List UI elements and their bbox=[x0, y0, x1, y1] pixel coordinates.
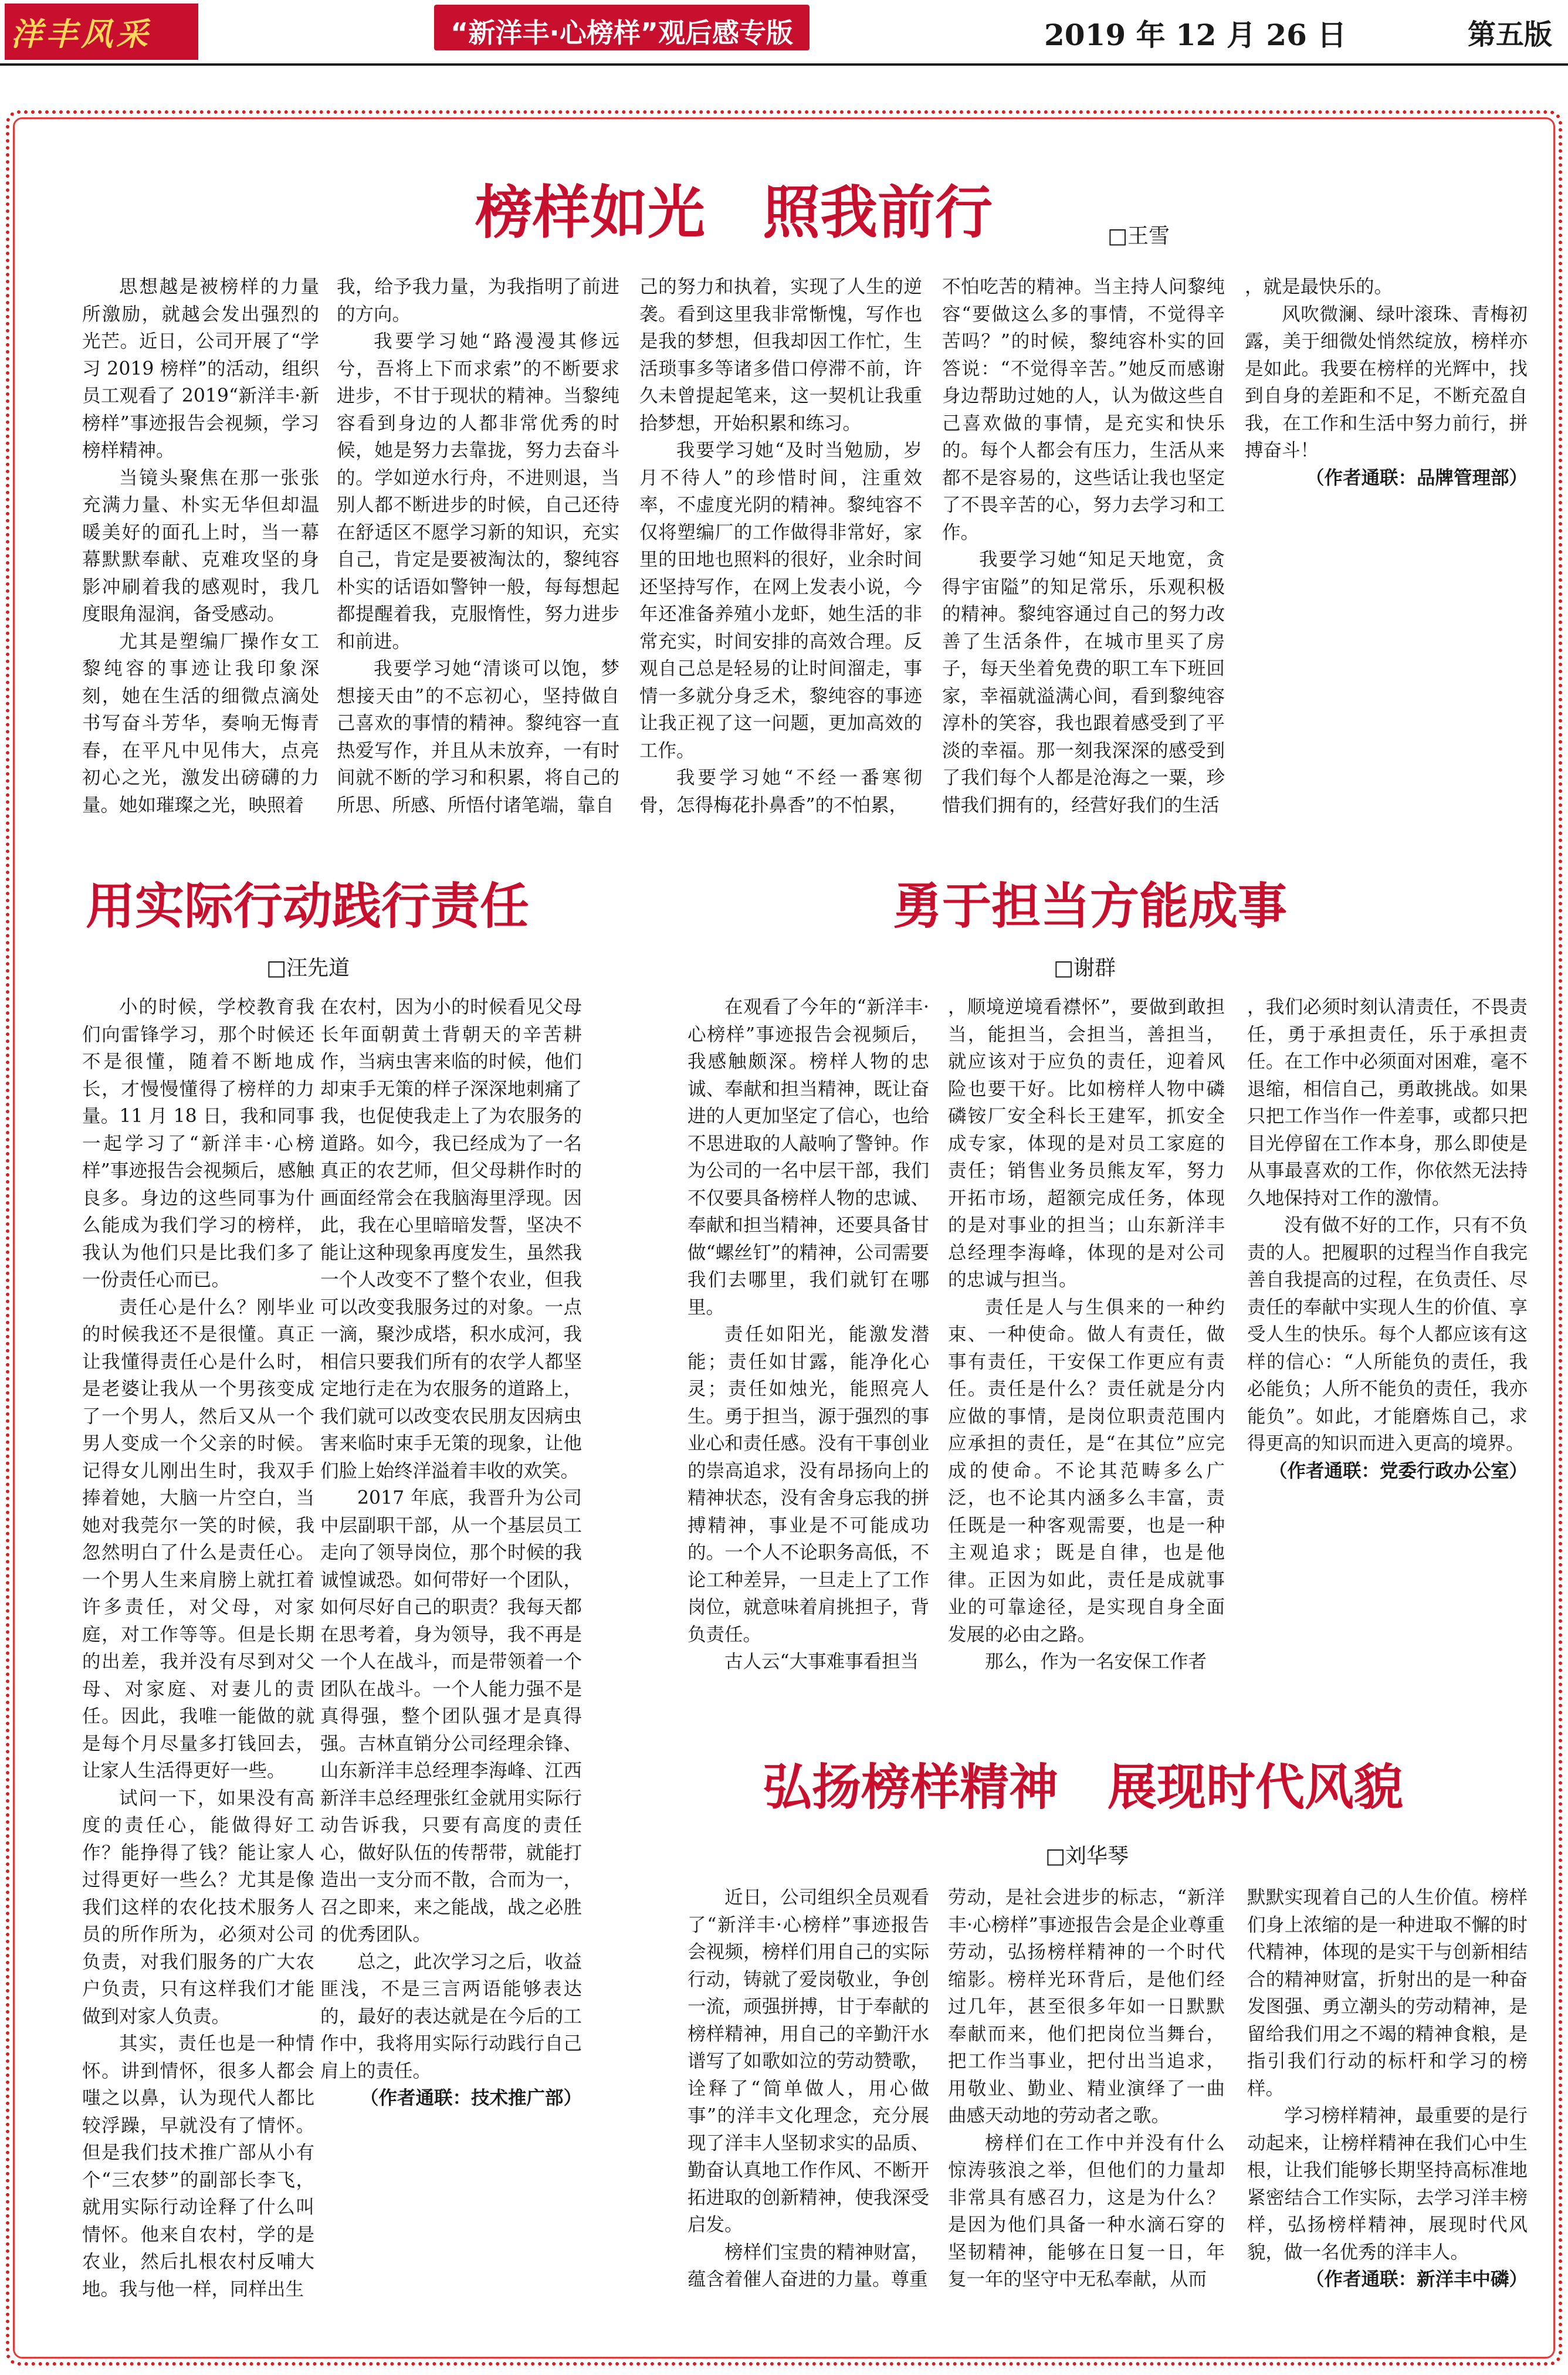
paragraph: 榜样们宝贵的精神财富，蕴含着催人奋进的力量。尊重 bbox=[688, 2241, 929, 2290]
article-2-title: 用实际行动践行责任 bbox=[86, 877, 530, 935]
paragraph: 总之，此次学习之后，收益匪浅，不是三言两语能够表达的，最好的表达就是在今后的工作中，我将用实际行动践行自己肩上的责任。 bbox=[320, 1951, 582, 2082]
paragraph: 学习榜样精神，最重要的是行动起来，让榜样精神在我们心中生根，让我们能够长期坚持高标准地紧密结合工作实际，去学习洋丰榜样，弘扬榜样精神，展现时代风貌，做一名优秀的洋丰人。 bbox=[1247, 2105, 1528, 2263]
paragraph: ，就是最快乐的。 bbox=[1245, 276, 1393, 297]
paragraph: 尤其是塑编厂操作女工黎纯容的事迹让我印象深刻，她在生活的细微点滴处书写奋斗芳华，奏响无悔青春，在平凡中见伟大，点亮初心之光，激发出磅礴的力量。她如璀璨之光，映照着 bbox=[82, 631, 319, 816]
paragraph: 默默实现着自己的人生价值。榜样们身上浓缩的是一种进取不懈的时代精神，体现的是实干与创新相结合的精神财富，折射出的是一种奋发图强、勇立潮头的劳动精神，是留给我们用之不竭的精神食粮，是指引我们行动的标杆和学习的榜样。 bbox=[1247, 1887, 1528, 2099]
masthead-rule bbox=[0, 63, 1568, 66]
article-4-column-2 bbox=[948, 1884, 1225, 2312]
paragraph: 小的时候，学校教育我们向雷锋学习，那个时候还不是很懂，随着不断地成长，才慢慢懂得了榜样的力量。11 月 18 日，我和同事一起学习了“新洋丰·心榜样”事迹报告会视频后，感触良多。身边的这些同事为什么能成为我们学习的榜样，我认为他们只是比我们多了一份责任心而已。 bbox=[82, 997, 314, 1290]
paragraph: 责任是人与生俱来的一种约束、一种使命。做人有责任，做事有责任，干安保工作更应有责任。责任是什么？责任就是分内应做的事情，是岗位职责范围内应承担的责任，是“在其位”应完成的使命。不论其范畴多么广泛，也不论其内涵多么丰富，责任既是一种客观需要，也是一种主观追求；既是自律，也是他律。正因为如此，责任是成就事业的可靠途径，是实现自身全面发展的必由之路。 bbox=[948, 1296, 1225, 1645]
banner-text: “新洋丰·心榜样”观后感专版 bbox=[451, 17, 793, 49]
paragraph: 古人云“大事难事看担当 bbox=[724, 1651, 919, 1672]
paragraph: 在农村，因为小的时候看见父母长年面朝黄土背朝天的辛苦耕作，当病虫害来临的时候，他们却束手无策的样子深深地刺痛了我，也促使我走上了为农服务的道路。如今，我已经成为了一名真正的农艺师，但父母耕作时的画面经常会在我脑海里浮现。因此，我在心里暗暗发誓，坚决不能让这种现象再度发生，虽然我一个人改变不了整个农业，但我可以改变我服务过的对象。一点一滴，聚沙成塔，积水成河，我相信只要我们所有的农学人都坚定地行走在为农服务的道路上，我们就可以改变农民朋友因病虫害来临时束手无策的现象，让他们脸上始终洋溢着丰收的欢笑。 bbox=[320, 997, 582, 1482]
special-edition-banner bbox=[434, 5, 810, 50]
author-contact: （作者通联：品牌管理部） bbox=[1305, 467, 1528, 489]
article-1-column-3 bbox=[639, 273, 922, 826]
paragraph: 我要学习她“路漫漫其修远兮，吾将上下而求索”的不断要求进步，不甘于现状的精神。当黎纯容看到身边的人都非常优秀的时候，她是努力去靠拢，努力去奋斗的。学如逆水行舟，不进则退，当别人都不断进步的时候，自己还待在舒适区不愿学习新的知识，充实自己，肯定是要被淘汰的，黎纯容朴实的话语如警钟一般，每每想起都提醒着我，克服惰性，努力进步和前进。 bbox=[337, 331, 619, 652]
article-3-title: 勇于担当方能成事 bbox=[893, 877, 1288, 935]
paragraph: 试问一下，如果没有高度的责任心，能做得好工作？能挣得了钱？能让家人过得更好一些么？尤其是像我们这样的农化技术服务人员的所作所为，必须对公司负责，对我们服务的广大农户负责，只有这样我们才能做到对家人负责。 bbox=[82, 1787, 314, 2027]
paragraph: 劳动，是社会进步的标志，“新洋丰·心榜样”事迹报告会是企业尊重劳动，弘扬榜样精神的一个时代缩影。榜样光环背后，是他们经过几年，甚至很多年如一日默默奉献而来，他们把岗位当舞台，把工作当事业，把付出当追求，用敬业、勤业、精业演绎了一曲曲感天动地的劳动者之歌。 bbox=[948, 1887, 1225, 2126]
paragraph: 思想越是被榜样的力量所激励，就越会发出强烈的光芒。近日，公司开展了“学习 2019 榜样”的活动，组织员工观看了 2019“新洋丰·新榜样”事迹报告会视频，学习榜样精神。 bbox=[82, 276, 319, 461]
article-1-column-5 bbox=[1245, 273, 1528, 826]
page-number: 第五版 bbox=[1468, 18, 1553, 51]
article-2-column-2 bbox=[320, 994, 582, 2313]
logo-text: 洋丰风采 bbox=[11, 15, 151, 53]
paragraph: ，我们必须时刻认清责任，不畏责任，勇于承担责任，乐于承担责任。在工作中必须面对困难，毫不退缩，相信自己，勇敢挑战。如果只把工作当作一件差事，或都只把目光停留在工作本身，那么即使是从事最喜欢的工作，你依然无法持久地保持对工作的激情。 bbox=[1247, 997, 1528, 1209]
article-4-title: 弘扬榜样精神 展现时代风貌 bbox=[763, 1758, 1404, 1816]
article-3-column-3 bbox=[1247, 994, 1528, 1698]
author-contact: （作者通联：新洋丰中磷） bbox=[1305, 2269, 1528, 2290]
author-contact: （作者通联：技术推广部） bbox=[360, 2088, 582, 2109]
masthead bbox=[0, 0, 1568, 66]
article-2-byline: □汪先道 bbox=[266, 956, 350, 980]
paragraph: 己的努力和执着，实现了人生的逆袭。看到这里我非常惭愧，写作也是我的梦想，但我却因工作忙，生活琐事多等诸多借口停滞不前，许久未曾提起笔来，这一契机让我重拾梦想，开始积累和练习。 bbox=[639, 276, 922, 434]
paragraph: 那么，作为一名安保工作者 bbox=[985, 1651, 1207, 1672]
paragraph: 在观看了今年的“新洋丰·心榜样”事迹报告会视频后，我感触颇深。榜样人物的忠诚、奉献和担当精神，既让奋进的人更加坚定了信心，也给不思进取的人敲响了警钟。作为公司的一名中层干部，我们不仅要具备榜样人物的忠诚、奉献和担当精神，还要具备甘做“螺丝钉”的精神，公司需要我们去哪里，我们就钉在哪里。 bbox=[688, 997, 929, 1318]
article-3-byline: □谢群 bbox=[1054, 956, 1116, 980]
paragraph: 不怕吃苦的精神。当主持人问黎纯容“要做这么多的事情，不觉得辛苦吗？”的时候，黎纯容朴实的回答说：“不觉得辛苦。”她反而感谢身边帮助过她的人，认为做这些自己喜欢做的事情，是充实和快乐的。每个人都会有压力，生活从来都不是容易的，这些话让我也坚定了不畏辛苦的心，努力去学习和工作。 bbox=[942, 276, 1225, 543]
article-2-column-1 bbox=[82, 994, 314, 2313]
paragraph: 我要学习她“清谈可以饱，梦想接天由”的不忘初心，坚持做自己喜欢的事情的精神。黎纯容一直热爱写作，并且从未放弃，一有时间就不断的学习和积累，将自己的所思、所感、所悟付诸笔端，靠自 bbox=[337, 658, 619, 816]
paragraph: ，顺境逆境看襟怀”，要做到敢担当，能担当，会担当，善担当，就应该对于应负的责任，迎着风险也要干好。比如榜样人物中磷磷铵厂安全科长王建军，抓安全成专家，体现的是对员工家庭的责任；销售业务员熊友军，努力开拓市场，超额完成任务，体现的是对事业的担当；山东新洋丰总经理李海峰，体现的是对公司的忠诚与担当。 bbox=[948, 997, 1225, 1290]
paragraph: 我要学习她“不经一番寒彻骨，怎得梅花扑鼻香”的不怕累， bbox=[639, 767, 922, 816]
paragraph: 风吹微澜、绿叶滚珠、青梅初露，美于细微处悄然绽放，榜样亦是如此。我要在榜样的光辉中，找到自身的差距和不足，不断充盈自我，在工作和生活中努力前行，拼搏奋斗！ bbox=[1245, 303, 1528, 461]
paragraph: 责任心是什么？刚毕业的时候我还不是很懂。真正让我懂得责任心是什么时，是老婆让我从一个男孩变成了一个男人，然后又从一个男人变成一个父亲的时候。记得女儿刚出生时，我双手捧着她，大脑一片空白，当她对我莞尔一笑的时候，我忽然明白了什么是责任心。一个男人生来肩膀上就扛着许多责任，对父母，对家庭，对工作等等。但是长期的出差，我并没有尽到对父母、对家庭、对妻儿的责任。因此，我唯一能做的就是每个月尽量多打钱回去，让家人生活得更好一些。 bbox=[82, 1296, 314, 1781]
article-1-column-1 bbox=[82, 273, 319, 826]
author-contact: （作者通联：党委行政办公室） bbox=[1268, 1460, 1528, 1482]
paragraph: 榜样们在工作中并没有什么惊涛骇浪之举，但他们的力量却非常具有感召力，这是为什么？是因为他们具备一种水滴石穿的坚韧精神，能够在日复一日，年复一年的坚守中无私奉献，从而 bbox=[948, 2132, 1225, 2290]
paragraph: 当镜头聚焦在那一张张充满力量、朴实无华但却温暖美好的面孔上时，当一幕幕默默奉献、克难攻坚的身影冲刷着我的感观时，我几度眼角湿润，备受感动。 bbox=[82, 467, 319, 625]
article-4-column-3 bbox=[1247, 1884, 1528, 2312]
newspaper-logo bbox=[5, 4, 198, 60]
article-1-column-2 bbox=[337, 273, 619, 826]
article-1-column-4 bbox=[942, 273, 1225, 826]
paragraph: 2017 年底，我晋升为公司中层副职干部，从一个基层员工走向了领导岗位，那个时候的我诚惶诚恐。如何带好一个团队，如何尽好自己的职责？我每天都在思考着，身为领导，我不再是一个人在战斗，而是带领着一个团队在战斗。一个人能力强不是真得强，整个团队强才是真得强。吉林直销分公司经理余锋、山东新洋丰总经理李海峰、江西新洋丰总经理张红金就用实际行动告诉我，只要有高度的责任心，做好队伍的传帮带，就能打造出一支分而不散，合而为一，召之即来，来之能战，战之必胜的优秀团队。 bbox=[320, 1488, 582, 1945]
article-3-column-2 bbox=[948, 994, 1225, 1698]
issue-date: 2019 年 12 月 26 日 bbox=[1044, 18, 1347, 52]
paragraph: 其实，责任也是一种情怀。讲到情怀，很多人都会嗤之以鼻，认为现代人都比较浮躁，早就没有了情怀。但是我们技术推广部从小有个“三农梦”的副部长李飞，就用实际行动诠释了什么叫情怀。他来自农村，学的是农业，然后扎根农村反哺大地。我与他一样，同样出生 bbox=[82, 2033, 314, 2300]
paragraph: 没有做不好的工作，只有不负责的人。把履职的过程当作自我完善自我提高的过程，在负责任、尽责任的奉献中实现人生的价值、享受人生的快乐。每个人都应该有这样的信心：“人所能负的责任，我必能负；人所不能负的责任，我亦能负”。如此，才能磨炼自己，求得更高的知识而进入更高的境界。 bbox=[1247, 1215, 1528, 1454]
article-1-byline: □王雪 bbox=[1108, 224, 1170, 248]
paragraph: 责任如阳光，能激发潜能；责任如甘露，能净化心灵；责任如烛光，能照亮人生。勇于担当，源于强烈的事业心和责任感。没有干事创业的崇高追求，没有昂扬向上的精神状态，没有舍身忘我的拼搏精神，事业是不可能成功的。一个人不论职务高低，不论工种差异，一旦走上了工作岗位，就意味着肩挑担子，背负责任。 bbox=[688, 1324, 929, 1645]
article-4-column-1 bbox=[688, 1884, 929, 2312]
article-3-column-1 bbox=[688, 994, 929, 1698]
article-1-title: 榜样如光 照我前行 bbox=[475, 179, 993, 246]
article-4-byline: □刘华琴 bbox=[1045, 1844, 1129, 1868]
paragraph: 近日，公司组织全员观看了“新洋丰·心榜样”事迹报告会视频，榜样们用自己的实际行动，铸就了爱岗敬业，争创一流，顽强拼搏，甘于奉献的榜样精神，用自己的辛勤汗水谱写了如歌如泣的劳动赞歌，诠释了“简单做人，用心做事”的洋丰文化理念，充分展现了洋丰人坚韧求实的品质、勤奋认真地工作作风、不断开拓进取的创新精神，使我深受启发。 bbox=[688, 1887, 929, 2235]
paragraph: 我要学习她“及时当勉励，岁月不待人”的珍惜时间，注重效率，不虚度光阴的精神。黎纯容不仅将塑编厂的工作做得非常好，家里的田地也照料的很好，业余时间还坚持写作，在网上发表小说，今年还准备养殖小龙虾，她生活的非常充实，时间安排的高效合理。反观自己总是轻易的让时间溜走，事情一多就分身乏术，黎纯容的事迹让我正视了这一问题，更加高效的工作。 bbox=[639, 440, 922, 761]
paragraph: 我，给予我力量，为我指明了前进的方向。 bbox=[337, 276, 619, 325]
paragraph: 我要学习她“知足天地宽，贪得宇宙隘”的知足常乐，乐观积极的精神。黎纯容通过自己的努力改善了生活条件，在城市里买了房子，每天坐着免费的职工车下班回家，幸福就溢满心间，看到黎纯容淳朴的笑容，我也跟着感受到了平淡的幸福。那一刻我深深的感受到了我们每个人都是沧海之一粟，珍惜我们拥有的，经营好我们的生活 bbox=[942, 549, 1225, 816]
